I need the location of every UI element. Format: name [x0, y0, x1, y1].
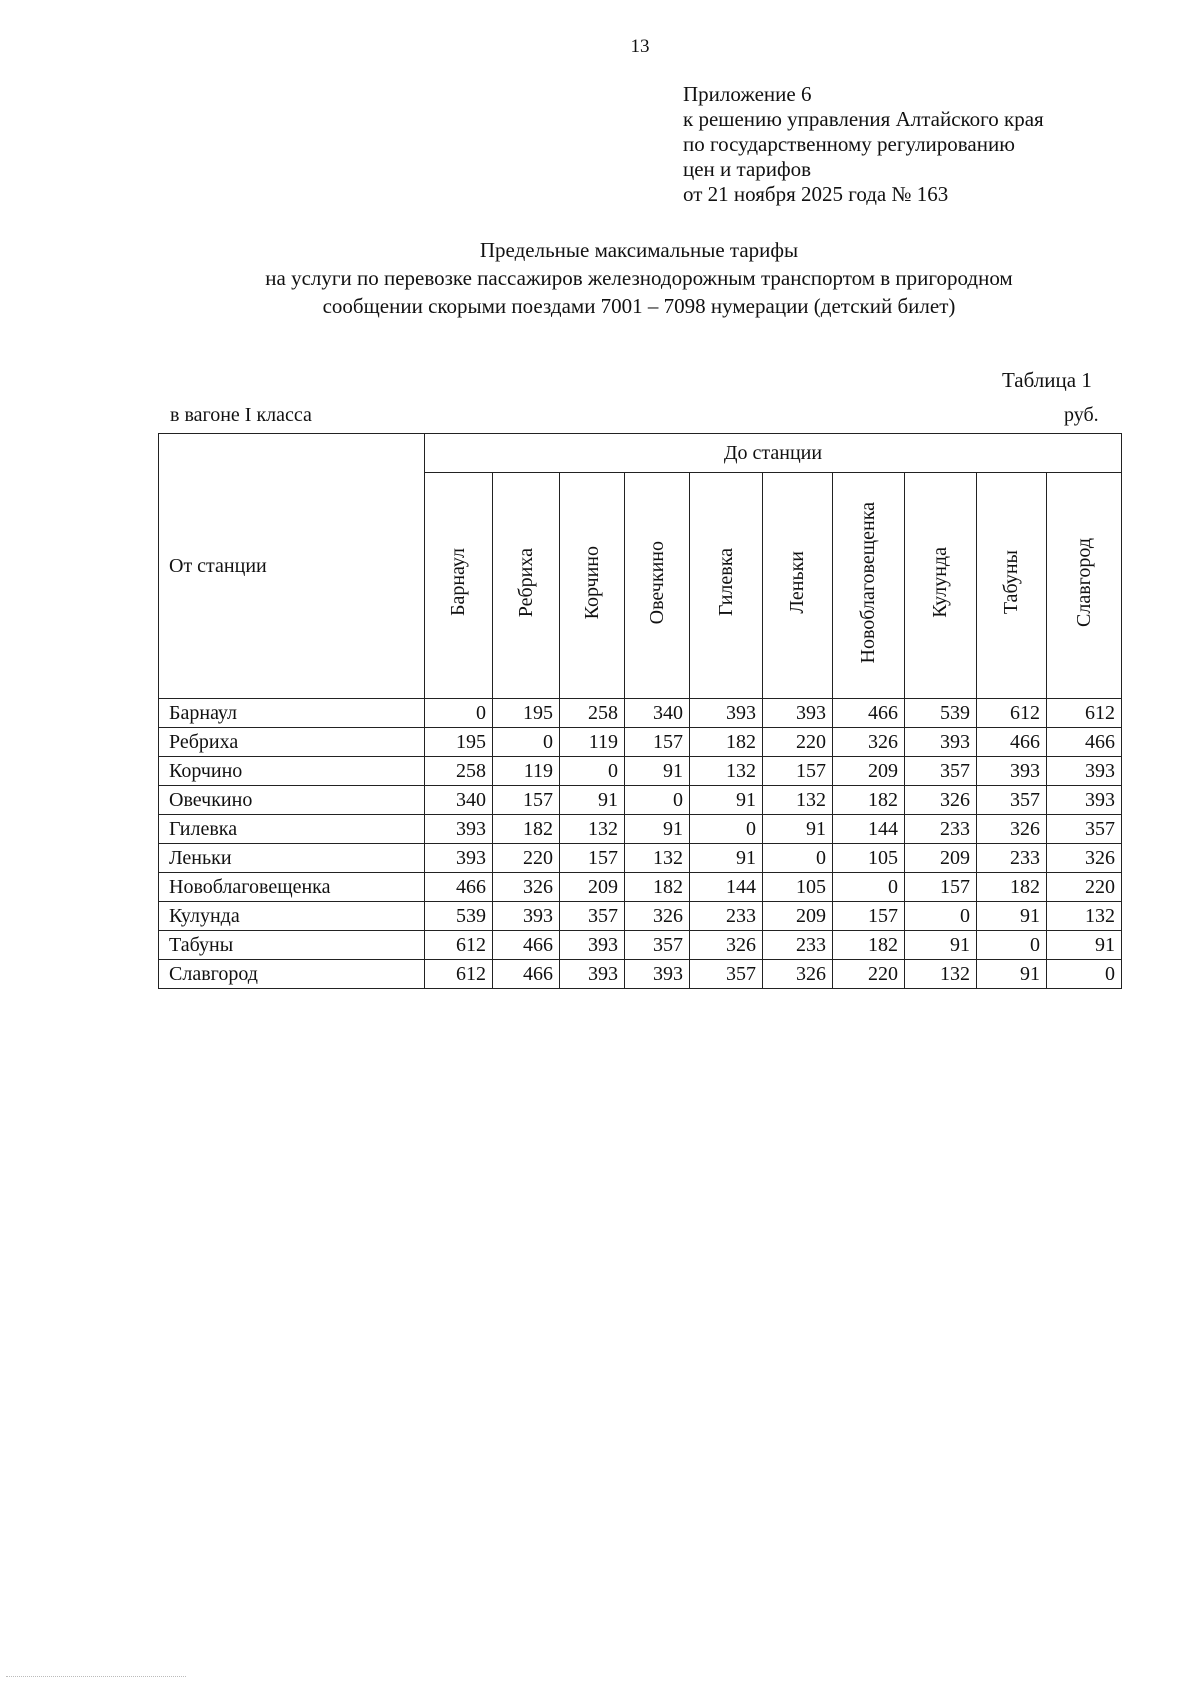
column-header — [690, 473, 763, 699]
tariff-cell: 357 — [690, 960, 763, 989]
tariff-cell: 393 — [425, 815, 493, 844]
column-header-label: Корчино — [580, 545, 603, 620]
tariff-cell: 326 — [625, 902, 690, 931]
tariff-cell: 144 — [690, 873, 763, 902]
tariff-cell: 357 — [1047, 815, 1122, 844]
tariff-cell: 157 — [625, 728, 690, 757]
tariff-cell: 195 — [425, 728, 493, 757]
column-header-label: Гилевка — [714, 548, 737, 617]
scan-artifact — [6, 1676, 186, 1678]
appendix-line: от 21 ноября 2025 года № 163 — [683, 182, 949, 206]
tariff-cell: 326 — [1047, 844, 1122, 873]
column-header — [977, 473, 1047, 699]
to-station-header: До станции — [425, 434, 1122, 473]
column-header-label: Табуны — [1000, 550, 1022, 615]
tariff-cell: 393 — [425, 844, 493, 873]
tariff-cell: 132 — [763, 786, 833, 815]
tariff-cell: 182 — [977, 873, 1047, 902]
column-header — [625, 473, 690, 699]
column-header — [1047, 473, 1122, 699]
tariff-cell: 539 — [905, 699, 977, 728]
table-row — [159, 960, 1122, 989]
tariff-cell: 466 — [425, 873, 493, 902]
row-station-name: Леньки — [159, 844, 425, 873]
tariff-cell: 91 — [560, 786, 625, 815]
tariff-cell: 0 — [833, 873, 905, 902]
tariff-cell: 144 — [833, 815, 905, 844]
tariff-cell: 393 — [977, 757, 1047, 786]
tariff-cell: 157 — [833, 902, 905, 931]
tariff-cell: 132 — [560, 815, 625, 844]
table-row — [159, 786, 1122, 815]
tariff-cell: 195 — [493, 699, 560, 728]
tariff-cell: 357 — [625, 931, 690, 960]
title-line: на услуги по перевозке пассажиров железнодорожным транспортом в пригородном — [265, 266, 1013, 290]
tariff-cell: 258 — [560, 699, 625, 728]
tariff-cell: 0 — [763, 844, 833, 873]
tariff-cell: 466 — [833, 699, 905, 728]
tariff-cell: 182 — [833, 786, 905, 815]
tariff-cell: 0 — [905, 902, 977, 931]
table-row — [159, 873, 1122, 902]
tariff-cell: 326 — [493, 873, 560, 902]
column-header-label: Леньки — [786, 551, 808, 614]
tariff-cell: 220 — [833, 960, 905, 989]
tariff-cell: 393 — [560, 931, 625, 960]
row-station-name: Овечкино — [159, 786, 425, 815]
tariff-cell: 393 — [560, 960, 625, 989]
appendix-block — [683, 82, 1044, 207]
tariff-cell: 233 — [690, 902, 763, 931]
tariff-cell: 132 — [690, 757, 763, 786]
tariff-cell: 220 — [1047, 873, 1122, 902]
row-station-name: Гилевка — [159, 815, 425, 844]
column-header-label: Славгород — [1072, 538, 1095, 627]
column-header — [425, 473, 493, 699]
column-header — [493, 473, 560, 699]
tariff-cell: 91 — [1047, 931, 1122, 960]
tariff-cell: 326 — [977, 815, 1047, 844]
tariff-cell: 105 — [833, 844, 905, 873]
tariff-cell: 466 — [977, 728, 1047, 757]
tariff-cell: 91 — [625, 757, 690, 786]
tariff-cell: 612 — [425, 960, 493, 989]
tariff-cell: 340 — [625, 699, 690, 728]
tariff-cell: 0 — [493, 728, 560, 757]
tariff-cell: 91 — [763, 815, 833, 844]
column-header-label: Кулунда — [929, 547, 951, 618]
table-label: Таблица 1 — [1002, 368, 1092, 392]
tariff-cell: 233 — [763, 931, 833, 960]
tariff-cell: 209 — [560, 873, 625, 902]
tariff-cell: 157 — [905, 873, 977, 902]
tariff-table-body — [159, 699, 1122, 989]
row-station-name: Табуны — [159, 931, 425, 960]
tariff-cell: 209 — [763, 902, 833, 931]
tariff-cell: 326 — [690, 931, 763, 960]
tariff-cell: 393 — [1047, 786, 1122, 815]
row-station-name: Корчино — [159, 757, 425, 786]
tariff-cell: 393 — [763, 699, 833, 728]
table-row — [159, 931, 1122, 960]
tariff-cell: 393 — [493, 902, 560, 931]
tariff-cell: 182 — [833, 931, 905, 960]
tariff-cell: 326 — [763, 960, 833, 989]
tariff-cell: 209 — [833, 757, 905, 786]
row-station-name: Барнаул — [159, 699, 425, 728]
tariff-cell: 466 — [493, 960, 560, 989]
table-row — [159, 757, 1122, 786]
row-station-name: Новоблаговещенка — [159, 873, 425, 902]
appendix-line: к решению управления Алтайского края — [683, 107, 1044, 131]
tariff-cell: 209 — [905, 844, 977, 873]
column-header-label: Новоблаговещенка — [857, 501, 879, 664]
tariff-cell: 182 — [625, 873, 690, 902]
column-header — [905, 473, 977, 699]
tariff-cell: 91 — [625, 815, 690, 844]
tariff-cell: 119 — [560, 728, 625, 757]
tariff-cell: 182 — [690, 728, 763, 757]
tariff-cell: 157 — [493, 786, 560, 815]
row-station-name: Ребриха — [159, 728, 425, 757]
tariff-cell: 612 — [977, 699, 1047, 728]
tariff-cell: 340 — [425, 786, 493, 815]
tariff-cell: 233 — [905, 815, 977, 844]
tariff-cell: 393 — [1047, 757, 1122, 786]
appendix-line: Приложение 6 — [683, 82, 812, 106]
tariff-cell: 393 — [690, 699, 763, 728]
tariff-cell: 91 — [977, 902, 1047, 931]
column-header — [763, 473, 833, 699]
tariff-cell: 0 — [560, 757, 625, 786]
column-header — [560, 473, 625, 699]
column-header-label: Ребриха — [514, 547, 537, 618]
currency-label: руб. — [1064, 404, 1099, 426]
tariff-cell: 466 — [1047, 728, 1122, 757]
table-row — [159, 844, 1122, 873]
tariff-cell: 157 — [560, 844, 625, 873]
tariff-cell: 393 — [905, 728, 977, 757]
tariff-cell: 91 — [690, 844, 763, 873]
table-row — [159, 728, 1122, 757]
row-station-name: Кулунда — [159, 902, 425, 931]
tariff-cell: 357 — [905, 757, 977, 786]
row-station-name: Славгород — [159, 960, 425, 989]
tariff-cell: 91 — [977, 960, 1047, 989]
tariff-cell: 91 — [905, 931, 977, 960]
tariff-cell: 132 — [625, 844, 690, 873]
tariff-cell: 0 — [425, 699, 493, 728]
tariff-cell: 132 — [1047, 902, 1122, 931]
column-header — [833, 473, 905, 699]
tariff-cell: 357 — [977, 786, 1047, 815]
tariff-cell: 258 — [425, 757, 493, 786]
tariff-cell: 612 — [425, 931, 493, 960]
tariff-cell: 0 — [977, 931, 1047, 960]
tariff-table — [158, 433, 1122, 989]
tariff-cell: 393 — [625, 960, 690, 989]
tariff-cell: 357 — [560, 902, 625, 931]
tariff-cell: 105 — [763, 873, 833, 902]
from-station-header: От станции — [159, 434, 425, 699]
tariff-cell: 220 — [493, 844, 560, 873]
tariff-cell: 466 — [493, 931, 560, 960]
column-header-label: Овечкино — [645, 540, 668, 625]
table-row — [159, 815, 1122, 844]
tariff-cell: 0 — [690, 815, 763, 844]
page-number: 13 — [630, 36, 650, 57]
car-class-label: в вагоне I класса — [170, 404, 312, 426]
table-row — [159, 902, 1122, 931]
title-line: Предельные максимальные тарифы — [479, 238, 799, 262]
tariff-cell: 326 — [905, 786, 977, 815]
tariff-cell: 119 — [493, 757, 560, 786]
table-row — [159, 699, 1122, 728]
tariff-cell: 91 — [690, 786, 763, 815]
tariff-cell: 0 — [625, 786, 690, 815]
document-title — [60, 236, 1200, 320]
tariff-cell: 233 — [977, 844, 1047, 873]
tariff-cell: 326 — [833, 728, 905, 757]
title-line: сообщении скорыми поездами 7001 – 7098 нумерации (детский билет) — [322, 294, 956, 318]
appendix-line: цен и тарифов — [683, 157, 812, 181]
tariff-cell: 0 — [1047, 960, 1122, 989]
tariff-cell: 539 — [425, 902, 493, 931]
tariff-cell: 157 — [763, 757, 833, 786]
tariff-cell: 220 — [763, 728, 833, 757]
tariff-cell: 132 — [905, 960, 977, 989]
tariff-cell: 612 — [1047, 699, 1122, 728]
appendix-line: по государственному регулированию — [683, 132, 1015, 156]
tariff-cell: 182 — [493, 815, 560, 844]
column-header-label: Барнаул — [447, 548, 469, 617]
